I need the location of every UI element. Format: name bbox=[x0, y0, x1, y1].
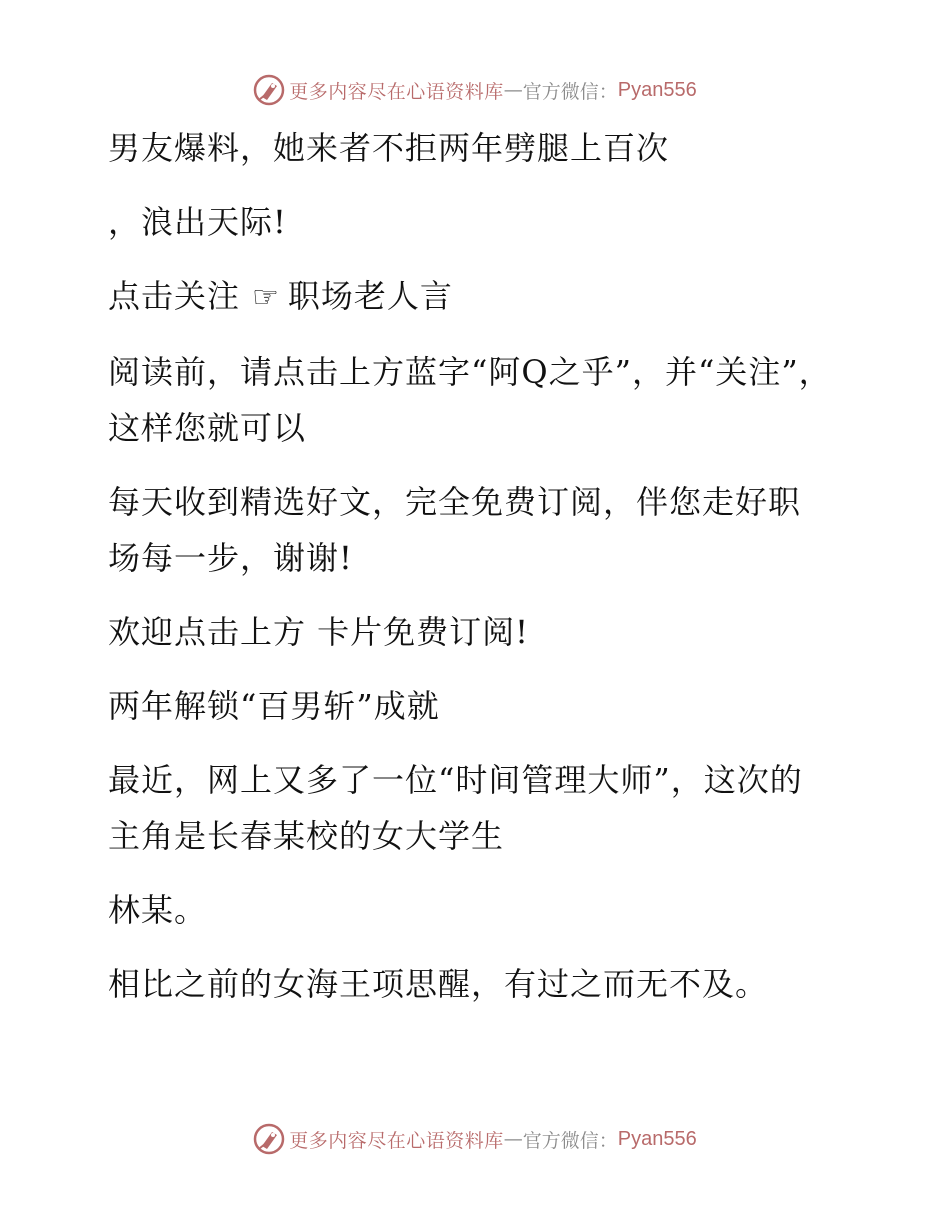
pointing-hand-icon: ☞ bbox=[252, 280, 280, 315]
paragraph-read-before: 阅读前，请点击上方蓝字“阿Q之乎”，并“关注”，这样您就可以 bbox=[108, 353, 832, 447]
watermark-dash: — bbox=[503, 1128, 523, 1150]
paragraph-name: 林某。 bbox=[108, 891, 208, 929]
watermark-label: 官方微信： bbox=[522, 1129, 618, 1152]
paragraph-title: 男友爆料，她来者不拒两年劈腿上百次 bbox=[108, 129, 670, 167]
paragraph-subheading: 两年解锁“百男斩”成就 bbox=[108, 687, 440, 725]
watermark-id: Pyan556 bbox=[617, 78, 697, 101]
watermark-text: 更多内容尽在心语资料库 bbox=[289, 80, 504, 103]
paragraph-welcome: 欢迎点击上方 卡片免费订阅! bbox=[108, 613, 530, 651]
watermark-label: 官方微信： bbox=[522, 80, 618, 103]
watermark-id: Pyan556 bbox=[617, 1127, 697, 1150]
paragraph-follow bbox=[98, 268, 833, 326]
paragraph-daily: 每天收到精选好文，完全免费订阅，伴您走好职场每一步，谢谢! bbox=[108, 483, 802, 577]
paragraph-compare: 相比之前的女海王项思醒，有过之而无不及。 bbox=[108, 965, 769, 1003]
watermark-text: 更多内容尽在心语资料库 bbox=[289, 1129, 504, 1152]
article-body bbox=[98, 120, 833, 1030]
header-watermark bbox=[0, 72, 950, 108]
watermark-dash: — bbox=[503, 79, 523, 101]
paragraph-title-continued: ，浪出天际! bbox=[108, 203, 287, 241]
pen-nib-logo bbox=[253, 74, 285, 106]
follow-text: 点击关注 bbox=[108, 277, 241, 315]
paragraph-recently: 最近，网上又多了一位“时间管理大师”，这次的主角是长春某校的女大学生 bbox=[108, 761, 803, 855]
pen-nib-logo bbox=[253, 1123, 285, 1155]
footer-watermark bbox=[0, 1121, 950, 1157]
account-name: 职场老人言 bbox=[287, 277, 453, 315]
